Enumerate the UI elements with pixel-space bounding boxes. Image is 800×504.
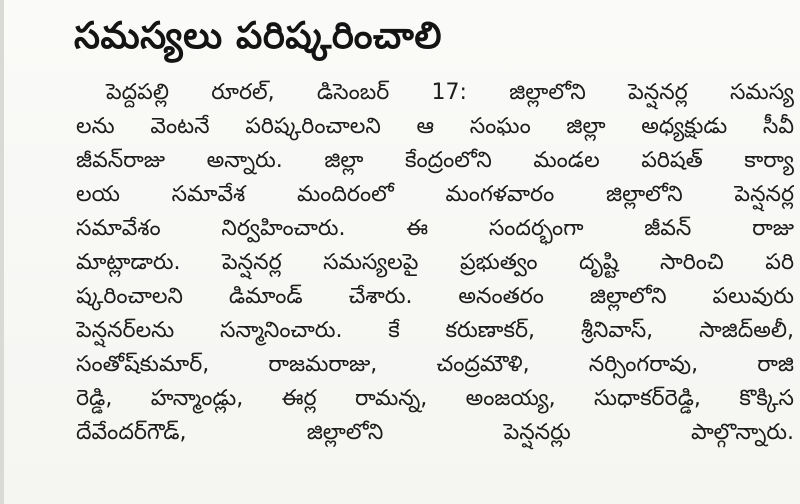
article-line: పెన్షనర్‌లను సన్మానించారు. కే కరుణాకర్, శ్రీనివాస్, సాజిద్‌అలీ, [76, 318, 794, 343]
article-line: ష్కరించాలని డిమాండ్ చేశారు. అనంతరం జిల్లాలోని పలువురు [76, 284, 794, 309]
article-body [76, 76, 794, 450]
article-line: సంతోష్‌కుమార్, రాజమరాజు, చంద్రమౌళి, నర్సింగరావు, రాజి [76, 352, 794, 377]
article-line: లయ సమావేశ మందిరంలో మంగళవారం జిల్లాలోని పెన్షనర్ల [76, 182, 794, 207]
article-line: దేవేందర్‌గౌడ్, జిల్లాలోని పెన్షనర్లు పాల్గొన్నారు. [76, 420, 794, 445]
article-line: పెద్దపల్లి రూరల్, డిసెంబర్ 17: జిల్లాలోని పెన్షనర్ల సమస్య [106, 80, 794, 105]
article-line: జీవన్‌రాజు అన్నారు. జిల్లా కేంద్రంలోని మండల పరిషత్ కార్యా [76, 148, 794, 173]
article-line: మాట్లాడారు. పెన్షనర్ల సమస్యలపై ప్రభుత్వం దృష్టి సారించి పరి [76, 250, 794, 275]
article-headline: సమస్యలు పరిష్కరించాలి [74, 14, 442, 57]
article-line: లను వెంటనే పరిష్కరించాలని ఆ సంఘం జిల్లా అధ్యక్షుడు సీవీ [76, 114, 794, 139]
column-rule [0, 0, 4, 504]
article-line: రెడ్డి, హన్మాండ్లు, ఈర్ల రామన్న, అంజయ్య, సుధాకర్‌రెడ్డి, కొక్కిస [76, 386, 794, 411]
article-line: సమావేశం నిర్వహించారు. ఈ సందర్భంగా జీవన్ రాజు [76, 216, 794, 241]
